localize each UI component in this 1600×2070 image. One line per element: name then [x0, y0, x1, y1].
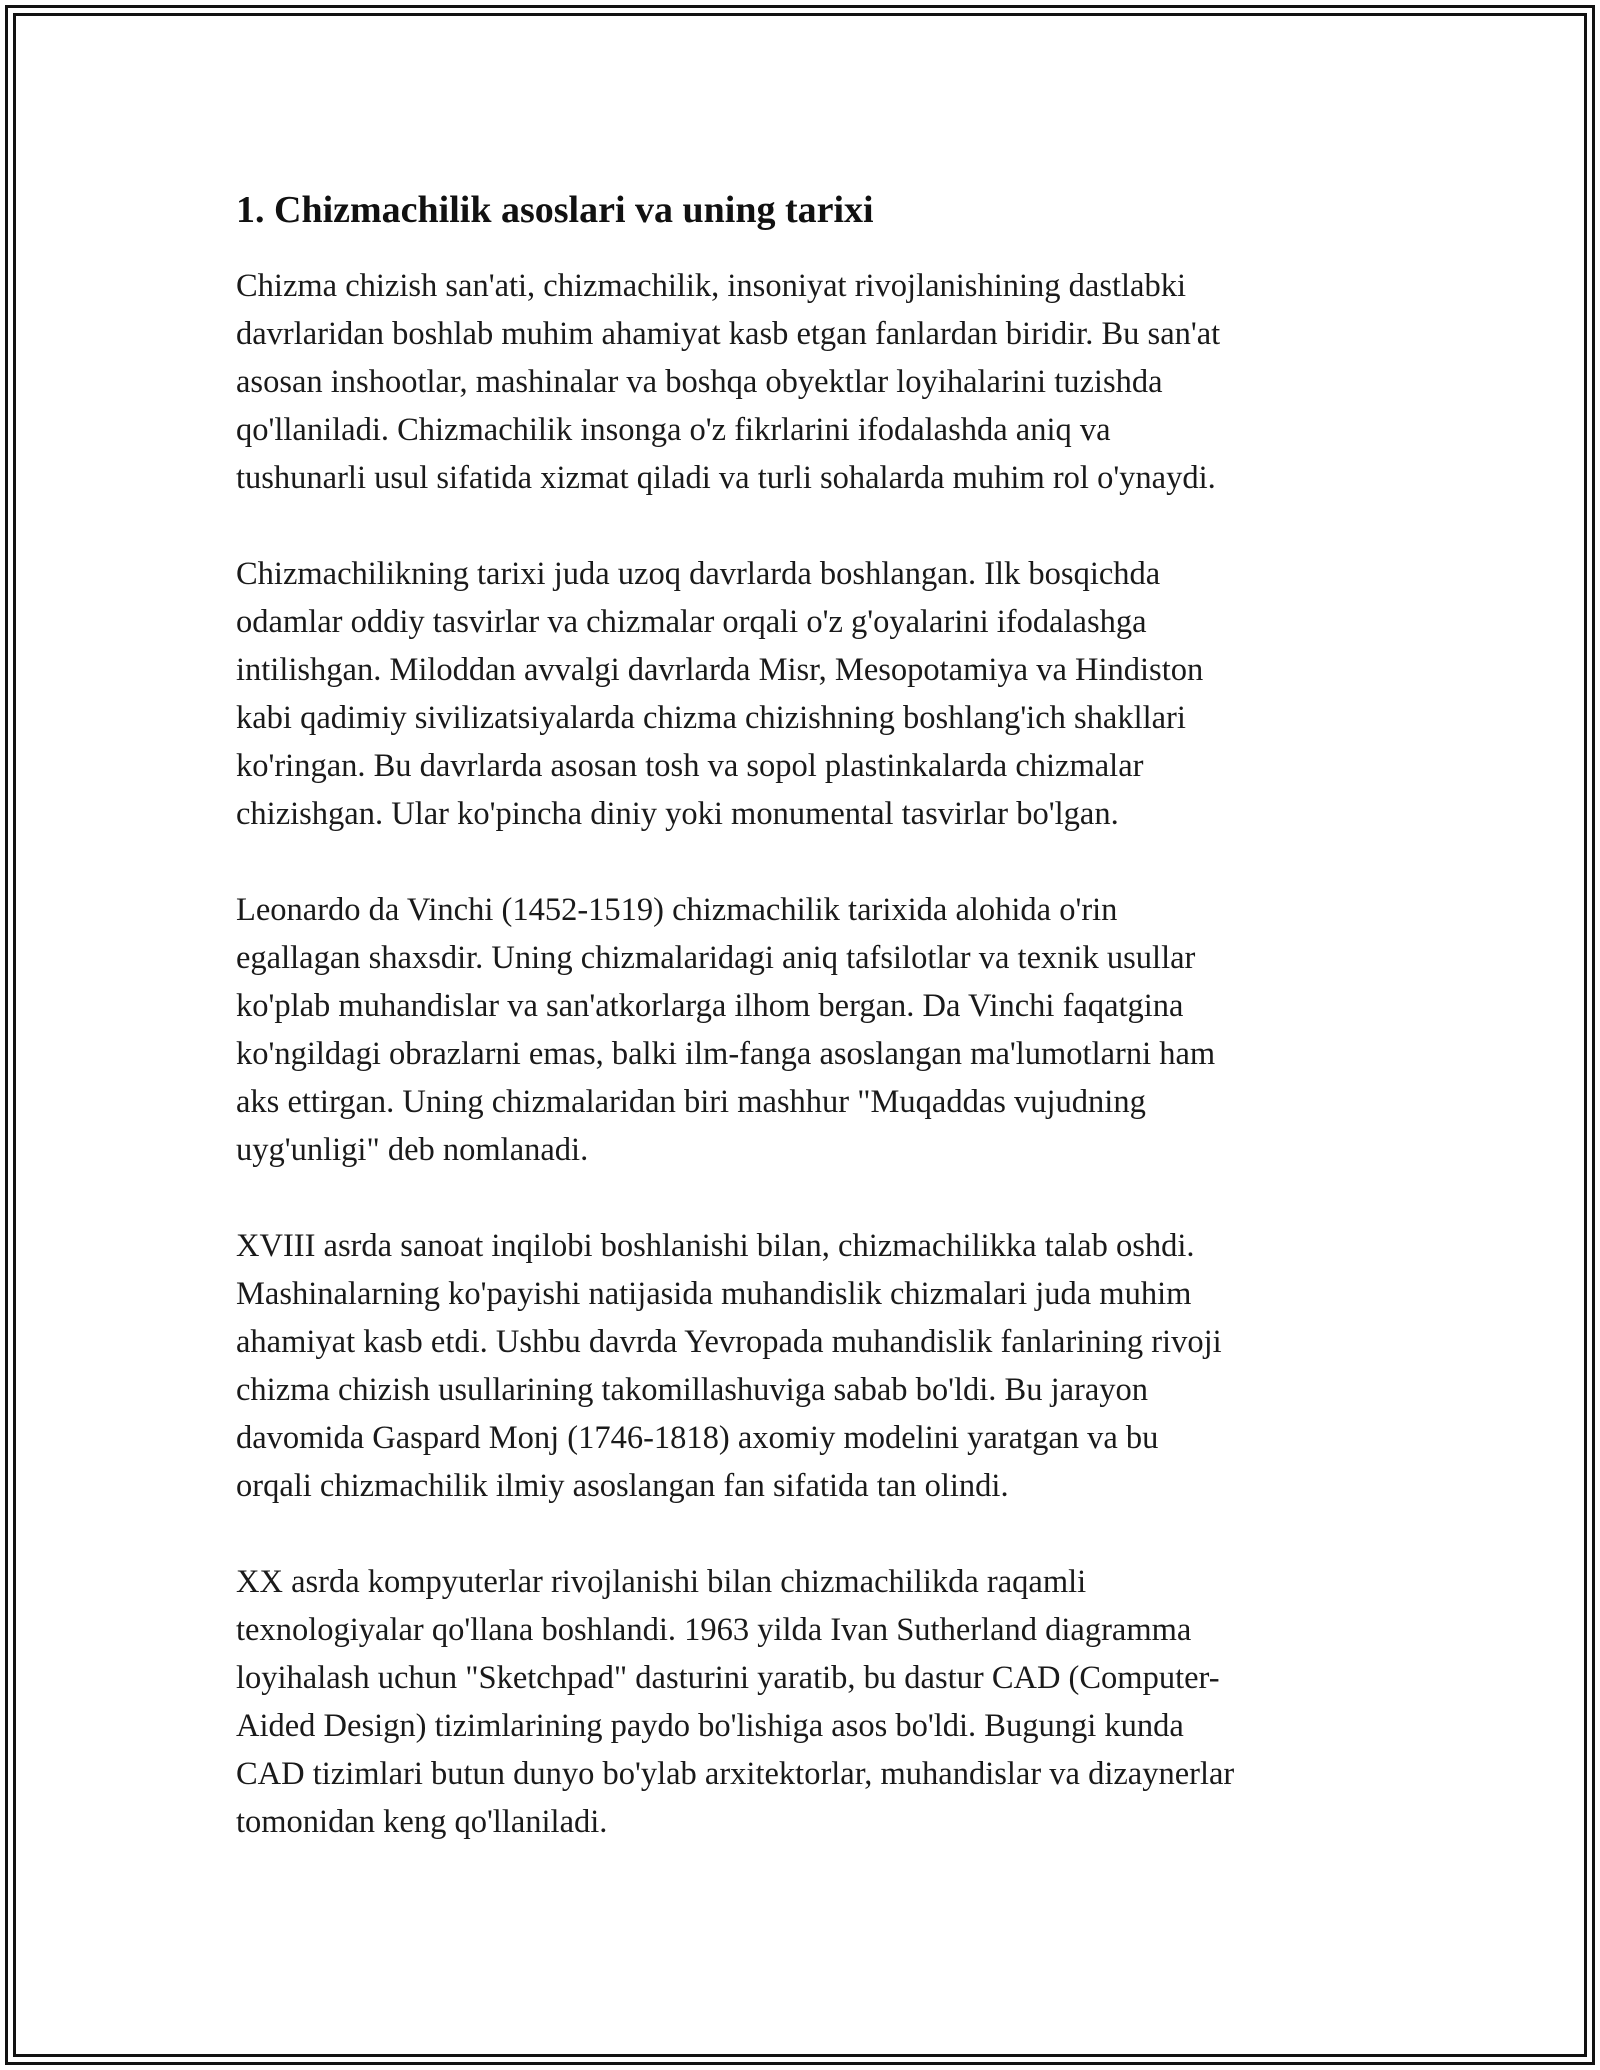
text-line: qo'llaniladi. Chizmachilik insonga o'z fikrlarini ifodalashda aniq va — [236, 412, 1111, 448]
paragraph-early-history — [236, 550, 1376, 838]
paragraph-intro — [236, 262, 1376, 502]
text-line: odamlar oddiy tasvirlar va chizmalar orqali o'z g'oyalarini ifodalashga — [236, 604, 1147, 640]
text-line: uyg'unligi" deb nomlanadi. — [236, 1132, 589, 1168]
text-line: ahamiyat kasb etdi. Ushbu davrda Yevropada muhandislik fanlarining rivoji — [236, 1324, 1222, 1360]
text-line: Mashinalarning ko'payishi natijasida muhandislik chizmalari juda muhim — [236, 1276, 1192, 1312]
text-line: Chizmachilikning tarixi juda uzoq davrlarda boshlangan. Ilk bosqichda — [236, 556, 1161, 592]
document-body — [236, 186, 1376, 1894]
text-line: chizishgan. Ular ko'pincha diniy yoki monumental tasvirlar bo'lgan. — [236, 796, 1119, 832]
paragraph-computer-era — [236, 1558, 1376, 1846]
text-line: asosan inshootlar, mashinalar va boshqa obyektlar loyihalarini tuzishda — [236, 364, 1163, 400]
paragraph-da-vinci — [236, 886, 1376, 1174]
text-line: tushunarli usul sifatida xizmat qiladi va turli sohalarda muhim rol o'ynaydi. — [236, 460, 1216, 496]
text-line: aks ettirgan. Uning chizmalaridan biri mashhur "Muqaddas vujudning — [236, 1084, 1146, 1120]
text-line: davomida Gaspard Monj (1746-1818) axomiy modelini yaratgan va bu — [236, 1420, 1159, 1456]
text-line: davrlaridan boshlab muhim ahamiyat kasb etgan fanlardan biridir. Bu san'at — [236, 316, 1221, 352]
text-line: egallagan shaxsdir. Uning chizmalaridagi aniq tafsilotlar va texnik usullar — [236, 940, 1196, 976]
text-line: loyihalash uchun "Sketchpad" dasturini yaratib, bu dastur CAD (Computer- — [236, 1660, 1220, 1696]
text-line: texnologiyalar qo'llana boshlandi. 1963 yilda Ivan Sutherland diagramma — [236, 1612, 1192, 1648]
text-line: ko'ringan. Bu davrlarda asosan tosh va sopol plastinkalarda chizmalar — [236, 748, 1144, 784]
text-line: intilishgan. Miloddan avvalgi davrlarda Misr, Mesopotamiya va Hindiston — [236, 652, 1204, 688]
document-title: 1. Chizmachilik asoslari va uning tarixi — [236, 189, 874, 231]
text-line: XVIII asrda sanoat inqilobi boshlanishi bilan, chizmachilikka talab oshdi. — [236, 1228, 1195, 1264]
paragraph-industrial-revolution — [236, 1222, 1376, 1510]
text-line: kabi qadimiy sivilizatsiyalarda chizma chizishning boshlang'ich shakllari — [236, 700, 1186, 736]
text-line: Leonardo da Vinchi (1452-1519) chizmachilik tarixida alohida o'rin — [236, 892, 1118, 928]
text-line: XX asrda kompyuterlar rivojlanishi bilan chizmachilikda raqamli — [236, 1564, 1087, 1600]
text-line: tomonidan keng qo'llaniladi. — [236, 1804, 608, 1840]
text-line: orqali chizmachilik ilmiy asoslangan fan sifatida tan olindi. — [236, 1468, 1009, 1504]
text-line: CAD tizimlari butun dunyo bo'ylab arxitektorlar, muhandislar va dizaynerlar — [236, 1756, 1235, 1792]
text-line: ko'plab muhandislar va san'atkorlarga ilhom bergan. Da Vinchi faqatgina — [236, 988, 1184, 1024]
text-line: ko'ngildagi obrazlarni emas, balki ilm-fanga asoslangan ma'lumotlarni ham — [236, 1036, 1216, 1072]
text-line: chizma chizish usullarining takomillashuviga sabab bo'ldi. Bu jarayon — [236, 1372, 1149, 1408]
text-line: Aided Design) tizimlarining paydo bo'lishiga asos bo'ldi. Bugungi kunda — [236, 1708, 1184, 1744]
text-line: Chizma chizish san'ati, chizmachilik, insoniyat rivojlanishining dastlabki — [236, 268, 1186, 304]
